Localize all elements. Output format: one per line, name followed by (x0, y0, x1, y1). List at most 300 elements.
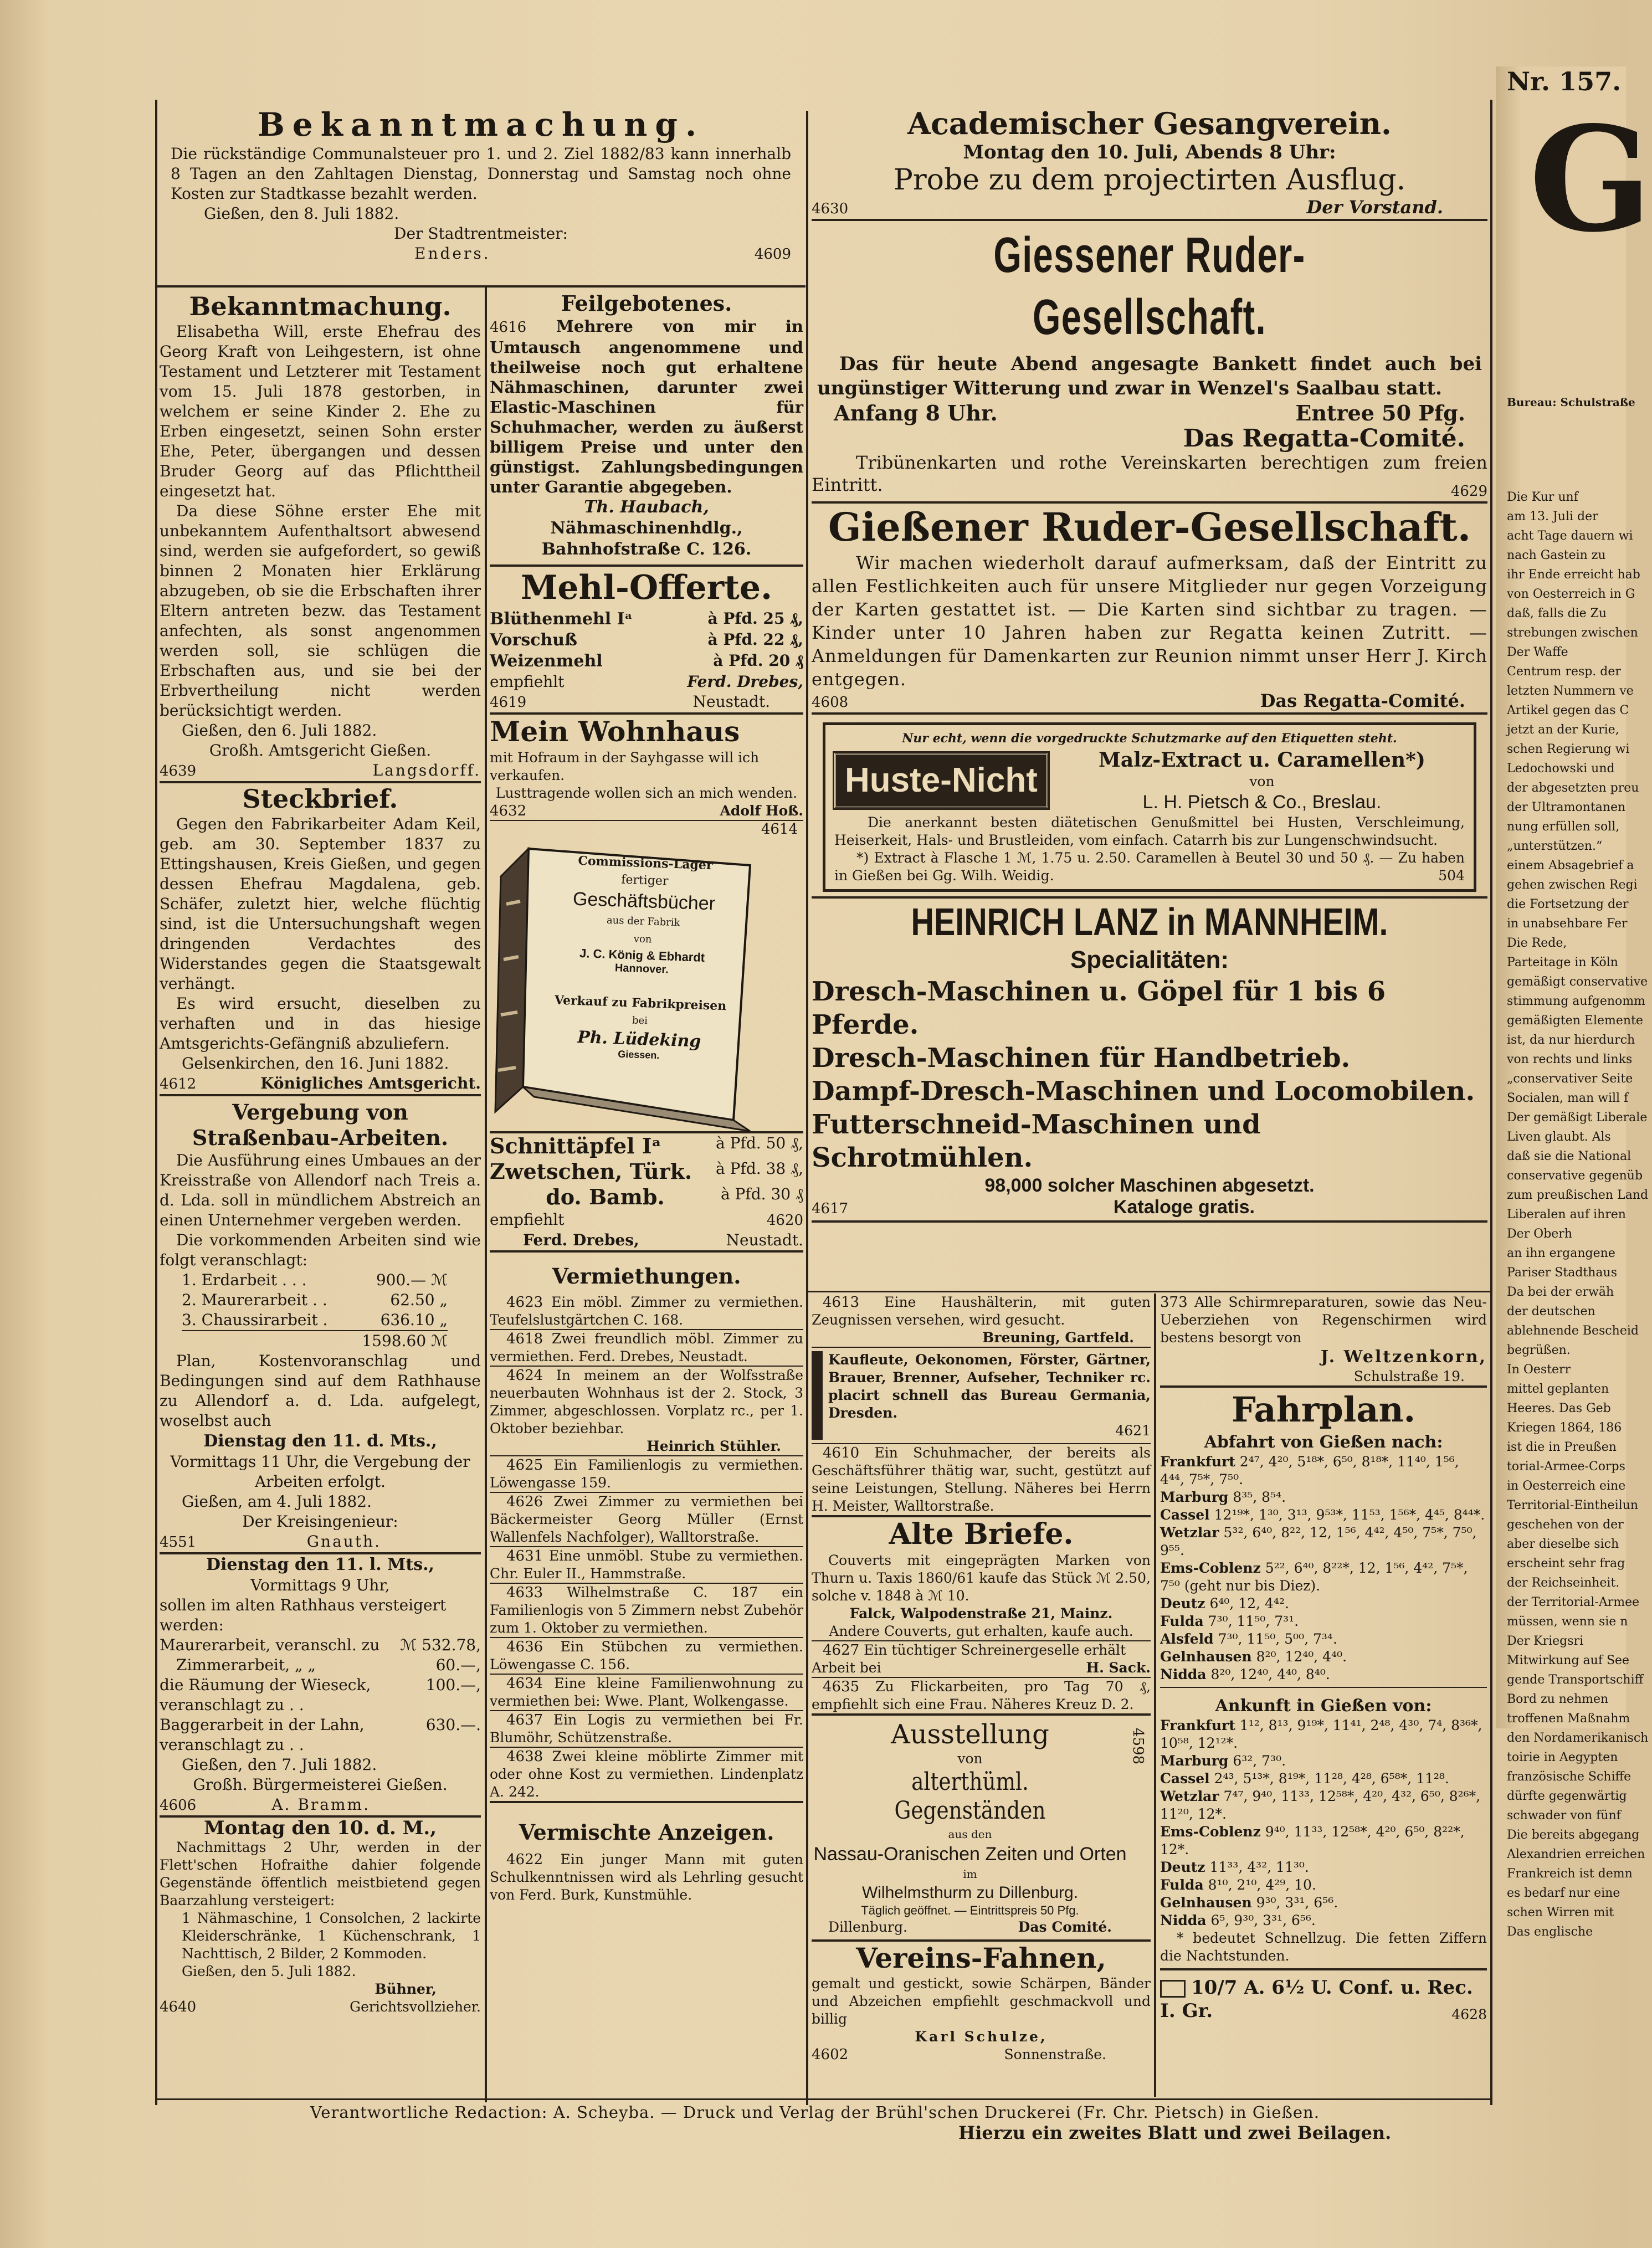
mehl-item-label: Vorschuß (490, 630, 577, 650)
vermieth-item (490, 1493, 803, 1547)
steckbrief-signer: Königliches Amtsgericht. (260, 1074, 481, 1092)
lanz-l1: Dresch-Maschinen u. Göpel für 1 bis 6 Pferde. (812, 976, 1386, 1040)
buch-l4: aus der Fabrik (606, 914, 680, 929)
vergebung-signer-title: Der Kreisingenieur: (242, 1512, 398, 1531)
arr-city: Deutz (1160, 1859, 1205, 1875)
arr-times: 6⁵, 9³⁰, 3³¹, 6⁵⁶. (1210, 1912, 1316, 1928)
vergebung-title: Vergebung von Straßenbau-Arbeiten. (192, 1100, 449, 1150)
arr-row (1160, 1894, 1487, 1912)
haus-signer: Breuning, Gartfeld. (982, 1330, 1134, 1346)
vermischte-title: Vermischte Anzeigen. (519, 1820, 774, 1845)
dep-city: Fulda (1160, 1613, 1204, 1629)
edge-line: von Oesterreich in G (1507, 587, 1635, 601)
edge-line: Centrum resp. der (1507, 665, 1621, 679)
briefe-signer: Falck, Walpodenstraße 21, Mainz. (849, 1605, 1113, 1621)
vergebung-item-label: 1. Erdarbeit . . . (182, 1271, 307, 1289)
schnitt-l2: Zwetschen, Türk. (490, 1159, 692, 1184)
dep-city: Marburg (1160, 1489, 1229, 1505)
will-date: Gießen, den 6. Juli 1882. (182, 721, 377, 740)
fahnen-num: 4602 (812, 2046, 849, 2063)
ausstellung-l7b: Das Comité. (1018, 1919, 1112, 1935)
edge-line: Liven glaubt. Als (1507, 1130, 1611, 1144)
versteigerung-date: Gießen, den 7. Juli 1882. (182, 1756, 377, 1774)
edge-line: toirie in Aegypten (1507, 1751, 1618, 1764)
mehl-item-value: à Pfd. 20 ₰ (713, 651, 803, 670)
ruder1-anfang: Anfang 8 Uhr. (834, 401, 998, 425)
edge-line: Die bereits abgegang (1507, 1828, 1640, 1842)
column-a (160, 291, 481, 2097)
vermieth-text: In meinem an der Wolfsstraße neuerbauten Wohnhaus ist der 2. Stock, 3 Zimmer, abgeschlossen. Vorplatz rc., per 1. Oktober beziehbar. (490, 1367, 803, 1436)
edge-line: Der Waffe (1507, 645, 1568, 659)
square-icon (1160, 1980, 1186, 1998)
edge-line: Kriegen 1864, 186 (1507, 1421, 1622, 1435)
edge-line: stimmung aufgenomm (1507, 994, 1645, 1008)
vermieth-text: Wilhelmstraße C. 187 ein Familienlogis von 5 Zimmern nebst Zubehör zum 1. Oktober zu vermiethen. (490, 1584, 803, 1636)
edge-line: gemäßigten Elemente (1507, 1014, 1643, 1028)
huste-logo-text: Huste-Nicht (845, 761, 1038, 799)
lanz-l5: 98,000 solcher Maschinen abgesetzt. (984, 1175, 1315, 1196)
vermieth-num: 4634 (506, 1675, 543, 1692)
buch-l8: Verkauf zu Fabrikpreisen (554, 993, 727, 1014)
vermieth-item (490, 1711, 803, 1748)
buch-text (547, 851, 737, 1064)
edge-text (1507, 487, 1649, 1942)
vermischte-text: Ein junger Mann mit guten Schulkenntnissen wird als Lehrling gesucht von Ferd. Burk, Kunstmühle. (490, 1851, 803, 1903)
top-notice-signer-title: Der Stadtrentmeister: (394, 224, 568, 243)
edge-line: Bord zu nehmen (1507, 1692, 1609, 1706)
montag-body: Nachmittags 2 Uhr, werden in der Flett'schen Hofraithe dahier folgende Gegenstände öffentlich meistbietend gegen Baarzahlung versteigert: (160, 1839, 481, 1908)
edge-line: schen Regierung wi (1507, 742, 1630, 756)
arr-row (1160, 1717, 1487, 1752)
top-notice-signer: Enders. (414, 244, 491, 263)
edge-line: Ledochowski und (1507, 762, 1615, 776)
arr-city: Fulda (1160, 1877, 1204, 1893)
edge-line: torial-Armee-Corps (1507, 1460, 1625, 1474)
vermieth-text: Eine unmöbl. Stube zu vermiethen. Chr. Euler II., Hammstraße. (490, 1548, 803, 1582)
lanz-l4: Futterschneid-Maschinen und Schrotmühlen. (812, 1109, 1261, 1173)
vermieth-num: 4626 (506, 1493, 543, 1510)
edge-line: gende Transportschiff (1507, 1673, 1644, 1687)
vermieth-text: Zwei kleine möblirte Zimmer mit oder ohne Kost zu vermiethen. Lindenplatz A. 242. (490, 1748, 803, 1800)
buch-l6: J. C. König & Ebhardt (579, 946, 705, 964)
schirm-num: 373 (1160, 1294, 1188, 1311)
schreiner-signer: H. Sack. (1086, 1660, 1151, 1676)
vergebung-items (160, 1270, 481, 1351)
arr-times: 9⁴⁰, 11³³, 12⁵⁸*, 4²⁰, 6⁵⁰, 8²²*, 12*. (1160, 1824, 1465, 1857)
edge-line: ist, da nur hierdurch (1507, 1033, 1635, 1047)
edge-line: In Oesterr (1507, 1363, 1571, 1377)
vermieth-item (490, 1367, 803, 1456)
lanz-l3: Dampf-Dresch-Maschinen und Locomobilen. (812, 1076, 1475, 1107)
dep-row (1160, 1559, 1487, 1595)
dep-times: 7³⁰, 11⁵⁰, 7³¹. (1208, 1613, 1299, 1629)
edge-line: es bedarf nur eine (1507, 1886, 1620, 1900)
edge-line: ist die in Preußen (1507, 1440, 1617, 1454)
fahrplan-abfahrt: Abfahrt von Gießen nach: (1204, 1433, 1443, 1452)
vermieth-item (490, 1584, 803, 1638)
versteigerung-item-label: Maurerarbeit, veranschl. zu (160, 1636, 380, 1654)
vergebung-num: 4551 (160, 1534, 197, 1551)
lodge-notice (1160, 1970, 1487, 2024)
schuhm-text: Ein Schuhmacher, der bereits als Geschäftsführer thätig war, sucht, gestützt auf seine Leistungen, Stellung. Näheres bei Herrn H. Meister, Walltorstraße. (812, 1445, 1151, 1514)
ruder2-signer: Das Regatta-Comité. (1260, 690, 1465, 711)
dep-row (1160, 1595, 1487, 1613)
steckbrief-date: Gelsenkirchen, den 16. Juni 1882. (182, 1054, 449, 1072)
column-rule-left-top (155, 100, 157, 2105)
ausstellung-l6: Täglich geöffnet. — Eintrittspreis 50 Pfg. (861, 1903, 1079, 1917)
versteigerung-time: Vormittags 9 Uhr, (250, 1576, 390, 1594)
huste-firm: L. H. Pietsch & Co., Breslau. (1142, 792, 1382, 813)
feilgebotenes-num: 4616 (490, 319, 527, 336)
schirm-text: Alle Schirmreparaturen, sowie das Neu-Ueberziehen von Regenschirmen wird bestens besorgt von (1160, 1294, 1487, 1346)
dep-times: 5³², 6⁴⁰, 8²², 12, 1⁵⁶, 4⁴², 4⁵⁰, 7⁵*, 7⁵⁰, 9⁵⁵. (1160, 1525, 1477, 1558)
arr-row (1160, 1788, 1487, 1823)
steckbrief-title: Steckbrief. (242, 784, 398, 814)
vergebung-item-value: 900.— ℳ (376, 1271, 448, 1289)
edge-line: letzten Nummern ve (1507, 684, 1634, 698)
fahrplan-departures (1160, 1453, 1487, 1688)
top-notice-body: Die rückständige Communalsteuer pro 1. und 2. Ziel 1882/83 kann innerhalb 8 Tagen an den Zahltagen Dienstag, Donnerstag und Samstag noch ohne Kosten zur Stadtkasse bezahlt werden. (171, 145, 791, 203)
arr-city: Nidda (1160, 1912, 1207, 1928)
mehl-item-label: Weizenmehl (490, 651, 603, 671)
schnitt-place: Neustadt. (726, 1231, 803, 1249)
gesang-title: Academischer Gesangverein. (907, 106, 1392, 141)
ruder1-num: 4629 (1450, 483, 1487, 500)
ausstellung-l3: Nassau-Oranischen Zeiten und Orten (813, 1844, 1127, 1865)
mehl-item-value: à Pfd. 22 ₰, (707, 630, 803, 649)
dep-row (1160, 1506, 1487, 1524)
schirm-signer: J. Weltzenkorn, (1320, 1347, 1487, 1367)
montag-signer-title: Gerichtsvollzieher. (350, 1999, 481, 2015)
top-notice-title: Bekanntmachung. (257, 106, 705, 143)
edge-line: zum preußischen Land (1507, 1188, 1649, 1202)
mehl-emp: empfiehlt (490, 673, 565, 691)
feilgebotenes-signer: Th. Haubach, (584, 497, 709, 517)
edge-line: erscheint sehr frag (1507, 1557, 1625, 1570)
will-title: Bekanntmachung. (189, 291, 452, 321)
edge-line: Der Kriegsri (1507, 1634, 1584, 1648)
lanz-l6: Kataloge gratis. (1113, 1197, 1255, 1218)
mehl-item-value: à Pfd. 25 ₰, (707, 609, 803, 628)
schnitt-emp: empfiehlt (490, 1210, 565, 1229)
edge-line: Die Rede, (1507, 936, 1567, 950)
ausstellung-title: Ausstellung (891, 1719, 1049, 1750)
top-notice-rule (157, 285, 806, 288)
dep-row (1160, 1453, 1487, 1489)
edge-bureau: Bureau: Schulstraße (1507, 396, 1635, 409)
haus-num: 4613 (823, 1294, 860, 1311)
vergebung-p4: Vormittags 11 Uhr, die Vergebung der Arbeiten erfolgt. (170, 1453, 470, 1491)
schuhm-num: 4610 (823, 1445, 860, 1461)
vermieth-num: 4618 (506, 1331, 543, 1347)
gesang-num: 4630 (812, 201, 849, 217)
feilgebotenes-body (490, 316, 803, 497)
column-rule-3 (1490, 100, 1492, 2105)
ausstellung-num: 4598 (1129, 1727, 1146, 1765)
dep-times: 8³⁵, 8⁵⁴. (1233, 1489, 1286, 1505)
footer (310, 2102, 1490, 2158)
arr-row (1160, 1770, 1487, 1788)
schnitt-p3: à Pfd. 30 ₰ (720, 1185, 803, 1203)
dep-city: Cassel (1160, 1507, 1210, 1523)
huste-von: von (1249, 773, 1275, 789)
edge-line: Mitwirkung auf See (1507, 1654, 1630, 1667)
vermieth-item (490, 1456, 803, 1493)
huste-body: Die anerkannt besten diätetischen Genußmittel bei Husten, Verschleimung, Heiserkeit, Hals- und Brustleiden, vom einfach. Catarrh bis zur Lungenschwindsucht. (834, 814, 1465, 848)
dep-city: Alsfeld (1160, 1631, 1214, 1647)
dep-city: Nidda (1160, 1666, 1207, 1682)
lanz-num: 4617 (812, 1200, 849, 1217)
fahnen-title: Vereins-Fahnen, (856, 1942, 1106, 1974)
edge-line: Frankreich ist demn (1507, 1867, 1633, 1881)
arr-row (1160, 1752, 1487, 1770)
arr-times: 7⁴⁷, 9⁴⁰, 11³³, 12⁵⁸*, 4²⁰, 4³², 6⁵⁰, 8²⁶*, 11²⁰, 12*. (1160, 1788, 1481, 1822)
edge-line: Parteitage in Köln (1507, 956, 1618, 969)
ausstellung-l7a: Dillenburg. (828, 1919, 907, 1935)
versteigerung-item-value: 630.—. (425, 1716, 481, 1734)
versteigerung-item-label: die Räumung der Wieseck, veranschlagt zu . . (160, 1676, 371, 1714)
ausstellung-l2: aus den (948, 1828, 992, 1841)
vermieth-item (490, 1547, 803, 1584)
top-notice-date: Gießen, den 8. Juli 1882. (204, 204, 399, 223)
dep-city: Deutz (1160, 1595, 1205, 1611)
huste-note: *) Extract à Flasche 1 ℳ, 1.75 u. 2.50. Caramellen à Beutel 30 und 50 ₰. — Zu haben in Gießen bei Gg. Wilh. Weidig. (834, 850, 1465, 884)
edge-line: gemäßigt conservative (1507, 975, 1648, 989)
versteigerung-item-value: 100.—, (425, 1676, 481, 1694)
dep-times: 2⁴⁷, 4²⁰, 5¹⁸*, 6⁵⁰, 8¹⁸*, 11⁴⁰, 1⁵⁶, 4⁴⁴, 7⁵*, 7⁵⁰. (1160, 1454, 1459, 1487)
edge-line: mittel geplanten (1507, 1382, 1609, 1396)
buch-l1: Commissions-Lager (578, 853, 713, 873)
edge-line: der deutschen (1507, 1305, 1595, 1318)
vergebung-total: 1598.60 ℳ (362, 1332, 448, 1350)
feilgebotenes-title: Feilgebotenes. (561, 291, 732, 316)
versteigerung-item-value: ℳ 532.78, (400, 1636, 481, 1654)
next-page-edge (1496, 66, 1652, 1939)
lanz-ad (812, 899, 1487, 1223)
footer-rule (155, 2098, 1490, 2100)
kaufleute-ad (812, 1348, 1151, 1444)
ruder1-entree: Entree 50 Pfg. (1295, 401, 1465, 425)
versteigerung-title: Dienstag den 11. l. Mts., (206, 1555, 434, 1574)
montag-signer: Bühner, (374, 1981, 437, 1997)
fahrplan-note: * bedeutet Schnellzug. Die fetten Ziffern die Nachtstunden. (1160, 1929, 1487, 1970)
vermieth-num: 4637 (506, 1712, 543, 1728)
edge-line: daß, falls die Zu (1507, 607, 1607, 620)
edge-line: Alexandrien erreichen (1507, 1847, 1645, 1861)
arr-city: Frankfurt (1160, 1717, 1235, 1733)
edge-line: in unabsehbare Fer (1507, 917, 1628, 931)
steckbrief-num: 4612 (160, 1076, 197, 1092)
montag-items: 1 Nähmaschine, 1 Consolchen, 2 lackirte Kleiderschränke, 1 Küchenschrank, 1 Nachttisch, 2 Bilder, 2 Kommoden. (182, 1910, 481, 1962)
edge-line: in Oesterreich eine (1507, 1479, 1626, 1493)
dep-row (1160, 1666, 1487, 1688)
flick-num: 4635 (823, 1679, 860, 1695)
lodge-num: 4628 (1451, 2006, 1487, 2023)
dep-times: 12¹⁹*, 1³⁰, 3¹³, 9⁵³*, 11⁵³, 1⁵⁶*, 4⁴⁵, 8⁴⁴*. (1214, 1507, 1485, 1523)
mehl-num: 4619 (490, 694, 527, 711)
edge-line: nung erfüllen soll, (1507, 820, 1620, 834)
arr-times: 9³⁰, 3³¹, 6⁵⁶. (1256, 1895, 1338, 1911)
briefe-title: Alte Briefe. (889, 1517, 1074, 1551)
ruder2-num: 4608 (812, 694, 849, 711)
fahnen-signer: Karl Schulze, (915, 2029, 1048, 2045)
arr-row (1160, 1859, 1487, 1876)
arr-times: 8¹⁰, 2¹⁰, 4²⁹, 10. (1208, 1877, 1316, 1893)
vermieth-item (490, 1748, 803, 1803)
briefe-body: Couverts mit eingeprägten Marken von Thurn u. Taxis 1860/61 kaufe das Stück ℳ 2.50, solche v. 1848 à ℳ 10. (812, 1552, 1151, 1604)
edge-line: geschehen von der (1507, 1518, 1624, 1532)
wohnhaus-p2: Lusttragende wollen sich an mich wenden. (495, 785, 798, 801)
will-num: 4639 (160, 763, 197, 779)
column-rule-2 (806, 111, 808, 2105)
column-b (490, 291, 803, 2097)
edge-line: Die Kur unf (1507, 490, 1578, 504)
ruder2-body: Wir machen wiederholt darauf aufmerksam, daß der Eintritt zu allen Festlichkeiten auch für unsere Mitglieder nur gegen Vorzeigung der Karten gestattet ist. — Die Karten sind sichtbar zu tragen. — Kinder unter 10 Jahren haben zur Regatta keinen Zutritt. — Anmeldungen für Damenkarten zur Reunion nimmt unser Herr J. Kirch entgegen. (812, 552, 1487, 690)
arr-times: 11³³, 4³², 11³⁰. (1209, 1859, 1309, 1875)
huste-logo (834, 753, 1048, 808)
vermieth-text: Eine kleine Familienwohnung zu vermiethen bei: Wwe. Plant, Wolkengasse. (490, 1675, 803, 1709)
vermieth-text: Ein möbl. Zimmer zu vermiethen. Teufelslustgärtchen C. 168. (490, 1294, 803, 1328)
will-p2: Da diese Söhne erster Ehe mit unbekanntem Aufenthaltsort abwesend sind, werden sie aufgefordert, so gewiß binnen 2 Monaten hier Erklärung abzugeben, ob sie die Erbschaften ihrer Eltern antreten bezw. das Testament anfechten, als sonst angenommen werden soll, sie schlügen die Erbschaften aus, und sie bei der Erbvertheilung nicht werden berücksichtigt werden. (160, 502, 481, 720)
edge-line: conservative gegenüb (1507, 1169, 1643, 1183)
edge-line: von rechts und links (1507, 1053, 1633, 1066)
versteigerung-item-value: 60.—, (435, 1656, 481, 1674)
fahnen-place: Sonnenstraße. (1004, 2046, 1106, 2062)
feilgebotenes-signer2: Nähmaschinenhdlg., Bahnhofstraße C. 126. (490, 518, 803, 567)
fahrplan-ankunft: Ankunft in Gießen von: (1215, 1696, 1432, 1716)
edge-line: gehen zwischen Regi (1507, 878, 1638, 892)
edge-line: Pariser Stadthaus (1507, 1266, 1617, 1280)
vermieth-num: 4638 (506, 1748, 543, 1765)
column-d (812, 1294, 1151, 2097)
vermieth-num: 4625 (506, 1457, 543, 1474)
vergebung-p2: Die vorkommenden Arbeiten sind wie folgt veranschlagt: (160, 1231, 481, 1269)
edge-line: dürfte gegenwärtig (1507, 1789, 1627, 1803)
edge-line: die Fortsetzung der (1507, 897, 1629, 911)
versteigerung-num: 4606 (160, 1797, 197, 1814)
vermieth-num: 4624 (506, 1367, 543, 1384)
ausstellung-von: von (957, 1751, 983, 1767)
edge-line: ablehnende Bescheid (1507, 1324, 1639, 1338)
buch-l10: Ph. Lüdeking (577, 1028, 701, 1051)
will-p1: Elisabetha Will, erste Ehefrau des Georg Kraft von Leihgestern, ist ohne Testament und Letzterer mit Testament vom 15. Juli 1878 gestorben, in welchem er seine Kinder 2. Ehe zu Erben eingesetzt, seinen Sohn erster Ehe, Peter, übergangen und dessen Bruder Georg auf das Pflichttheil eingesetzt hat. (160, 322, 481, 500)
schreiner-ad (812, 1641, 1151, 1678)
dep-times: 7³⁰, 11⁵⁰, 5⁰⁰, 7³⁴. (1218, 1631, 1337, 1647)
vermischte-num: 4622 (506, 1851, 543, 1868)
dep-times: 8²⁰, 12⁴⁰, 4⁴⁰, 8⁴⁰. (1210, 1666, 1330, 1682)
flick-ad (812, 1678, 1151, 1716)
arr-city: Gelnhausen (1160, 1895, 1252, 1911)
pointing-hand-icon (812, 1351, 823, 1440)
schreiner-text: Ein tüchtiger Schreinergeselle erhält Arbeit bei (812, 1642, 1126, 1676)
vermieth-text: Ein Familienlogis zu vermiethen. Löwengasse 159. (490, 1457, 803, 1491)
top-notice-num: 4609 (754, 246, 791, 263)
edge-line: nach Gastein zu (1507, 548, 1606, 562)
haus-text: Eine Haushälterin, mit guten Zeugnissen versehen, wird gesucht. (812, 1294, 1151, 1328)
dep-city: Frankfurt (1160, 1454, 1235, 1470)
arr-times: 6³², 7³⁰. (1233, 1753, 1286, 1769)
montag-title: Montag den 10. d. M., (203, 1817, 437, 1839)
dep-times: 5²², 6⁴⁰, 8²²*, 12, 1⁵⁶, 4⁴², 7⁵*, 7⁵⁰ (geht nur bis Diez). (1160, 1560, 1468, 1594)
will-signer: Langsdorff. (372, 761, 481, 779)
arr-row (1160, 1876, 1487, 1894)
schnitt-p2: à Pfd. 38 ₰, (716, 1159, 803, 1178)
vermischte-body (490, 1851, 803, 1904)
vermieth-title: Vermiethungen. (552, 1264, 741, 1289)
montag-num: 4640 (160, 1999, 197, 2015)
kaufleute-num: 4621 (1115, 1423, 1151, 1439)
edge-line: acht Tage dauern wi (1507, 529, 1633, 543)
edge-line: den Nordamerikanisch (1507, 1731, 1649, 1745)
ausstellung-ad (812, 1716, 1151, 1942)
edge-line: Der gemäßigt Liberale (1507, 1111, 1648, 1125)
ruder1-comite: Das Regatta-Comité. (1183, 424, 1465, 453)
vermieth-list (490, 1294, 803, 1803)
edge-line: aber dieselbe sich (1507, 1537, 1619, 1551)
column-rule-4 (1154, 1294, 1156, 2097)
buch-l7: Hannover. (614, 962, 669, 976)
edge-line: ihr Ende erreicht hab (1507, 568, 1640, 582)
arr-city: Ems-Coblenz (1160, 1824, 1261, 1840)
arr-row (1160, 1912, 1487, 1929)
schnitt-p1: à Pfd. 50 ₰, (716, 1134, 803, 1152)
arr-city: Marburg (1160, 1753, 1229, 1769)
vermieth-num: 4623 (506, 1294, 543, 1311)
vermieth-text: Zwei freundlich möbl. Zimmer zu vermiethen. Ferd. Drebes, Neustadt. (490, 1331, 803, 1364)
fahrplan-title: Fahrplan. (1231, 1389, 1416, 1430)
schirm-place: Schulstraße 19. (1353, 1368, 1465, 1384)
vergebung-item-value: 636.10 „ (380, 1311, 448, 1329)
edge-line: troffenen Maßnahm (1507, 1712, 1630, 1726)
lodge-text-content: 10/7 A. 6½ U. Conf. u. Rec. I. Gr. (1160, 1977, 1473, 2022)
mehl-title: Mehl-Offerte. (521, 568, 772, 607)
dep-times: 8²⁰, 12⁴⁰, 4⁴⁰. (1256, 1649, 1347, 1665)
mehl-signer: Ferd. Drebes, (687, 673, 803, 691)
vermieth-num: 4633 (506, 1584, 543, 1601)
versteigerung-item-label: Baggerarbeit in der Lahn, veranschlagt zu . . (160, 1716, 365, 1754)
vergebung-item-label: 2. Maurerarbeit . . (182, 1291, 327, 1309)
vergebung-signer: Gnauth. (306, 1532, 381, 1551)
huste-ad (823, 722, 1476, 892)
buch-ad (490, 821, 803, 1133)
steckbrief-p2: Es wird ersucht, dieselben zu verhaften und in das hiesige Amtsgerichts-Gefängniß abzuliefern. (160, 994, 481, 1053)
lanz-l2: Dresch-Maschinen für Handbetrieb. (812, 1043, 1351, 1074)
vermieth-item (490, 1294, 803, 1330)
edge-line: schwader von fünf (1507, 1809, 1621, 1823)
column-d-top-rule (808, 1291, 1490, 1292)
arr-times: 1¹², 8¹³, 9¹⁹*, 11⁴¹, 2⁴⁸, 4³⁰, 7⁴, 8³⁶*, 10⁵⁸, 12¹²*. (1160, 1717, 1482, 1751)
mehl-place: Neustadt. (692, 692, 770, 711)
dep-row (1160, 1648, 1487, 1666)
edge-line: „unterstützen.“ (1507, 839, 1603, 853)
fahrplan-arrivals (1160, 1717, 1487, 1929)
wohnhaus-title: Mein Wohnhaus (490, 715, 740, 748)
huste-num: 504 (1438, 868, 1465, 884)
edge-line: Socialen, man will f (1507, 1091, 1629, 1105)
montag-date: Gießen, den 5. Juli 1882. (182, 1963, 356, 1979)
vergebung-item-label: 3. Chaussirarbeit . (182, 1311, 328, 1329)
gesang-probe: Probe zu dem projectirten Ausflug. (893, 163, 1406, 197)
edge-line: daß sie die National (1507, 1149, 1632, 1163)
gesang-sub: Montag den 10. Juli, Abends 8 Uhr: (963, 141, 1336, 163)
wohnhaus-num: 4632 (490, 803, 527, 819)
gesang-signer: Der Vorstand. (1306, 197, 1443, 218)
vermieth-num: 4631 (506, 1548, 543, 1564)
dep-row (1160, 1524, 1487, 1559)
vergebung-p3: Plan, Kostenvoranschlag und Bedingungen sind auf dem Rathhause zu Allendorf a. d. Lda. aufgelegt, woselbst auch (160, 1352, 481, 1430)
edge-line: Territorial-Eintheilun (1507, 1498, 1638, 1512)
schirm-ad (1160, 1294, 1487, 1388)
